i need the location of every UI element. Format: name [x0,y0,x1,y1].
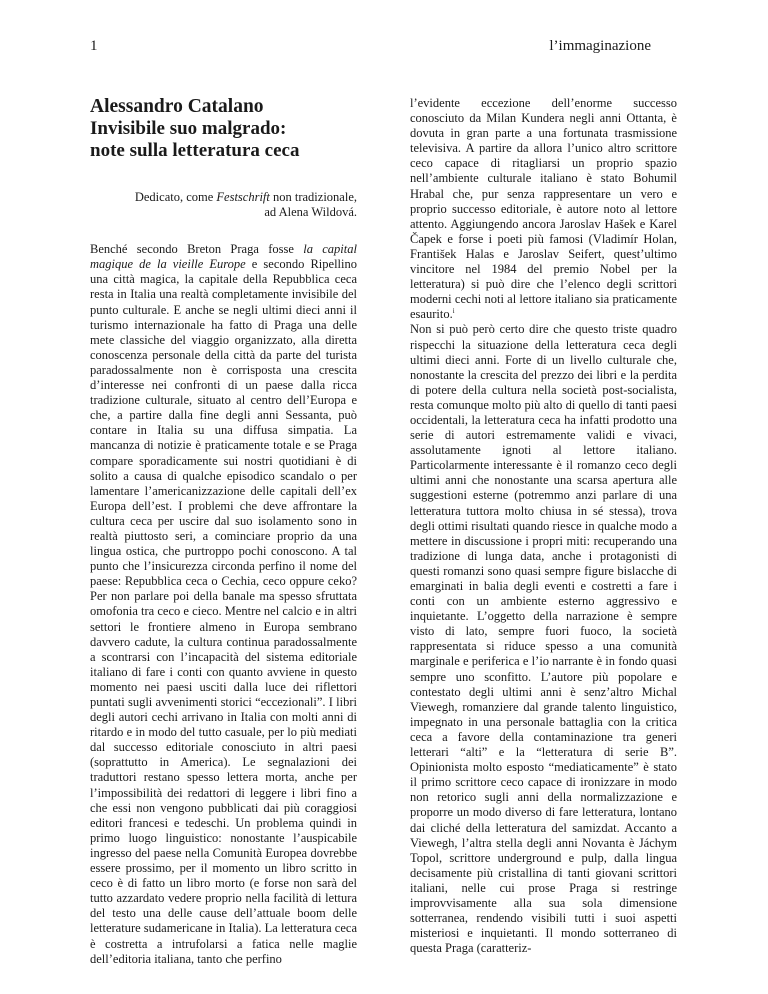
dedication-text-2: non tradizionale, [269,190,357,204]
body-paragraph-3: Non si può però certo dire che questo triste quadro rispecchi la situazione della letteratura ceca degli ultimi dieci anni. Forte di un livello culturale che, nonostante la crescita del prezzo dei libri e la perdita di potere della cultura nella società post-socialista, resta comunque molto più alto di quello di tanti paesi occidentali, la letteratura ceca ha infatti prodotto una serie di autori estremamente validi e vivaci, assolutamente ignoti al lettore italiano. Particolarmente interessante è il romanzo ceco degli ultimi anni che nonostante una scarsa apertura alle suggestioni esterne (potremmo anzi parlare di una letteratura tuttora molto chiusa in sé stessa), trova degli ottimi risultati quando riesce in qualche modo a mettere in discussione i propri miti: recuperando una tradizione di lunga data, anche i protagonisti di questi romanzi sono quasi sempre figure bislacche di emarginati in balia degli eventi e costretti a fare i conti con un ambiente esterno aggressivo e inquietante. L’oggetto della narrazione è sempre visto di lato, sempre fuori fuoco, la società rappresentata si riduce spesso a una comunità marginale e periferica e l’io narrante è in fondo quasi sempre uno sconfitto. L’autore più popolare e contestato degli ultimi anni è senz’altro Michal Viewegh, romanziere dal grande talento linguistico, impegnato in una personale battaglia con la critica ceca a favore della contaminazione tra generi letterari “alti” e la “letteratura di serie B”. Opinionista molto esposto “mediaticamente” è stato il primo scrittore ceco capace di ironizzare in modo non retorico sugli anni della normalizzazione e proporre un modo diverso di fare letteratura, lontano dai cliché della letteratura del samizdat. Accanto a Viewegh, l’altra stella degli anni Novanta è Jáchym Topol, scrittore underground e pulp, dalla lingua decisamente più cristallina di tanti giovani scrittori italiani, nelle cui prose Praga si restringe improvvisamente alla sua sola dimensione sotterranea, rendendo visibili tutti i suoi aspetti misteriosi e inquietanti. Il mondo sotterraneo di questa Praga (caratteriz- [410,322,677,956]
body-text-a: Benché secondo Breton Praga fosse [90,242,304,257]
footnote-marker[interactable]: i [452,307,455,316]
left-column [90,96,357,967]
dedication-italic: Festschrift [216,190,270,204]
article-title-line-2: note sulla letteratura ceca [90,139,300,161]
right-column [410,96,677,956]
dedication-text-1: Dedicato, come [134,190,217,204]
body-text-b: e secondo Ripellino una città magica, la capitale della Repubblica ceca resta in Italia una realtà completamente invisibile del punto culturale. E anche se negli ultimi dieci anni il turismo internazionale ha fatto di Praga una delle mete classiche del viaggio organizzato, alla diretta conoscenza personale della città da parte del turista paradossalmente non è corrisposta una crescita d’interesse nei confronti di un paese dalla ricca tradizione culturale, situato al centro dell’Europa e che, a partire dalla fine degli anni Sessanta, può contare in Italia su una diffusa simpatia. La mancanza di notizie è praticamente totale e se Praga compare sporadicamente sui nostri quotidiani è di solito a causa di qualche episodico scandalo o per lamentare l’americanizzazione delle capitali dell’ex Europa dell’est. I problemi che deve affrontare la cultura ceca per uscire dal suo isolamento sono in realtà piuttosto seri, a cominciare proprio da una lingua ostica, che purtroppo pochi conoscono. A tal punto che l’insicurezza circonda perfino il nome del paese: Repubblica ceca o Cechia, ceco oppure ceko? Per non parlare poi della banale ma spesso sfruttata omofonia tra ceco e cieco. Mentre nel calcio e in altri settori le frontiere almeno in Europa sembrano davvero cadute, la cultura continua paradossalmente a scontrarsi con l’incapacità del sistema editoriale italiano di fare i conti con quanto avviene in questo momento nei paesi usciti dalla luce dei riflettori puntati sugli avvenimenti storici “eccezionali”. I libri degli autori cechi arrivano in Italia con molti anni di ritardo e in modo del tutto casuale, per lo più mediati dal successo editoriale conosciuto in altri paesi (soprattutto in America). Le segnalazioni dei traduttori restano spesso lettera morta, anche per l’impossibilità dei redattori di leggere i libri fino a che essi non vengono pubblicati dai più coraggiosi editori francesi e tedeschi. Un problema quindi in primo luogo linguistico: nonostante l’auspicabile ingresso del paese nella Comunità Europea dovrebbe essere prossimo, per il momento un libro scritto in ceco è di fatto un libro morto (e forse non sarà del tutto azzardato vedere proprio nella facilità di lettura del testo una delle cause dell’attuale boom delle letterature sudamericane in Italia). La letteratura ceca è costretta a intrufolarsi a fatica nelle maglie dell’editoria italiana, tanto che perfino [90,257,357,966]
running-head: l’immaginazione [549,38,651,54]
body-italic-quote: la capital magique de la vieille Europe [90,242,357,272]
body-paragraph-1 [90,242,357,967]
article-title-line-1: Invisibile suo malgrado: [90,118,287,139]
dedication [90,190,357,220]
body-text-c: l’evidente eccezione dell’enorme successo conosciuto da Milan Kundera negli anni Ottanta, è dovuta in gran parte a una fortunata trasmissione televisiva. A partire da allora l’unico altro scrittore ceco capace di ritagliarsi un proprio spazio nell’ambiente culturale italiano è stato Bohumil Hrabal che, pur senza rappresentare un vero e proprio successo editoriale, è autore noto al lettore attento. Aggiungendo ancora Jaroslav Hašek e Karel Čapek e forse i poeti più famosi (Vladimír Holan, František Halas e Jaroslav Seifert, quest’ultimo vincitore nel 1984 del premio Nobel per la letteratura) si può dire che l’elenco degli scrittori moderni cechi noti al lettore italiano sia praticamente esaurito. [410,96,677,322]
article-title [90,118,357,161]
body-paragraph-2 [410,96,677,322]
dedication-line-2: ad Alena Wildová. [264,205,357,220]
page-number: 1 [90,38,98,54]
article-author: Alessandro Catalano [90,96,264,117]
